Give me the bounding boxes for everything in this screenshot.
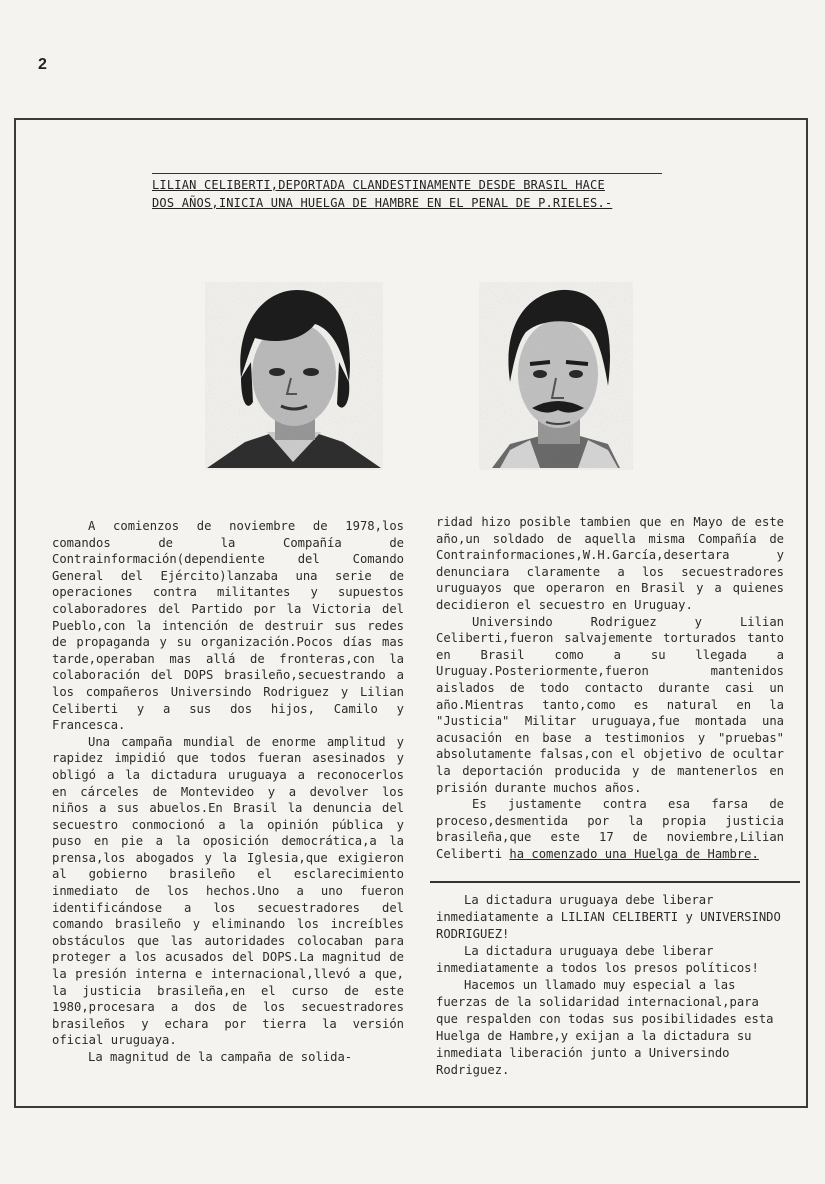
article-headline xyxy=(152,173,662,212)
right-paragraph-1: ridad hizo posible tambien que en Mayo de este año,un soldado de aquella misma Compañía de Contrainformaciones,W.H.García,desertara y denunciara claramente a los secuestradores uruguayos que operaron en Brasil y a quienes decidieron el secuestro en Uruguay. xyxy=(436,515,784,612)
callout-box xyxy=(436,892,784,1079)
callout-paragraph-2: La dictadura uruguaya debe liberar inmediatamente a todos los presos políticos! xyxy=(436,944,759,975)
callout-divider-top xyxy=(430,881,800,883)
article-column-left xyxy=(52,518,404,1066)
callout-paragraph-1: La dictadura uruguaya debe liberar inmediatamente a LILIAN CELIBERTI y UNIVERSINDO RODRIGUEZ! xyxy=(436,893,781,941)
left-paragraph-1: A comienzos de noviembre de 1978,los comandos de la Compañía de Contrainformación(dependiente del Comando General del Ejército)lanzaba una serie de operaciones contra militantes y supuestos colaboradores del Partido por la Victoria del Pueblo,con la intención de destruir sus redes de propaganda y su organización.Pocos días mas tarde,operaban mas allá de fronteras,con la colaboración del DOPS brasileño,secuestrando a los compañeros Universindo Rodriguez y Lilian Celiberti y a sus dos hijos, Camilo y Francesca. xyxy=(52,519,404,733)
right-paragraph-3-text: Es justamente contra esa farsa de proceso,desmentida por la propia justicia brasileña,que este 17 de noviembre,Lilian Celiberti xyxy=(436,797,784,861)
hunger-strike-emphasis: ha comenzado una Huelga de Hambre. xyxy=(509,846,759,861)
right-paragraph-2: Universindo Rodriguez y Lilian Celiberti,fueron salvajemente torturados tanto en Brasil como a su llegada a Uruguay.Posteriormente,fueron mantenidos aislados de todo contacto durante casi un año.Mientras tanto,como es natural en la "Justicia" Militar uruguaya,fue montada una acusación en base a testimonios y "pruebas" absolutamente falsas,con el objetivo de ocultar la deportación producida y de mantenerlos en prisión durante muchos años. xyxy=(436,614,784,795)
left-paragraph-2: Una campaña mundial de enorme amplitud y rapidez impidió que todos fueran asesinados y obligó a la dictadura uruguaya a reconocerlos en cárceles de Montevideo y a devolver los niños a sus abuelos.En Brasil la denuncia del secuestro conmocionó a la opinión pública y puso en pie a la oposición democrática,a la prensa,los abogados y la Iglesia,que exigieron al gobierno brasileño el esclarecimiento inmediato de los hechos.Uno a uno fueron identificándose a los secuestradores del comando brasileño y eliminando los increíbles obstáculos que las autoridades colocaban para proteger a los acusados del DOPS.La magnitud de la presión interna e internacional,llevó a que, la justicia brasileña,en el curso de este 1980,procesara a dos de los secuestradores brasileños y echara por tierra la versión oficial uruguaya. xyxy=(52,734,404,1048)
right-paragraph-3 xyxy=(436,796,784,862)
article-column-right xyxy=(436,514,784,862)
headline-line-2: DOS AÑOS,INICIA UNA HUELGA DE HAMBRE EN EL PENAL DE P.RIELES.- xyxy=(152,196,613,210)
left-paragraph-3: La magnitud de la campaña de solida- xyxy=(88,1050,353,1064)
callout-paragraph-3: Hacemos un llamado muy especial a las fuerzas de la solidaridad internacional,para que respalden con todas sus posibilidades esta Huelga de Hambre,y exijan a la dictadura su inmediata liberación junto a Universindo Rodriguez. xyxy=(436,978,774,1077)
portrait-man-photo xyxy=(470,282,648,470)
page-number: 2 xyxy=(38,56,47,73)
headline-line-1: LILIAN CELIBERTI,DEPORTADA CLANDESTINAMENTE DESDE BRASIL HACE xyxy=(152,178,605,192)
portrait-woman-photo xyxy=(205,282,383,470)
